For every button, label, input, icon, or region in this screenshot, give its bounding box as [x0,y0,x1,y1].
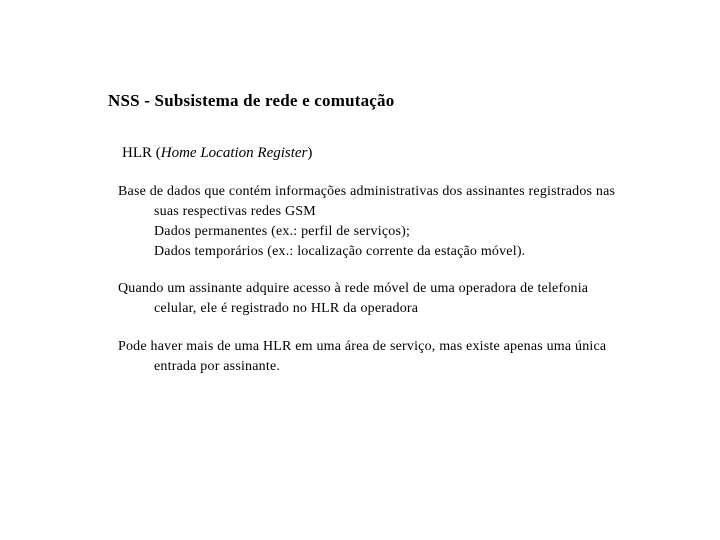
paragraph-line: Quando um assinante adquire acesso à rede móvel de uma operadora de telefonia [118,281,589,296]
paragraph-multiple-hlr [118,337,606,377]
subtitle-suffix: ) [307,145,313,161]
paragraph-line: Dados permanentes (ex.: perfil de serviços); [154,224,411,239]
subtitle-prefix: HLR ( [122,145,161,161]
paragraph-line: suas respectivas redes GSM [154,204,316,219]
paragraph-line: Pode haver mais de uma HLR em uma área de serviço, mas existe apenas uma única [118,339,607,354]
slide-title: NSS - Subsistema de rede e comutação [108,91,395,110]
paragraph-line: celular, ele é registrado no HLR da operadora [154,301,419,316]
paragraph-subscriber-registration [118,279,588,319]
slide-subtitle [122,145,312,162]
paragraph-line: entrada por assinante. [154,359,281,374]
paragraph-line: Dados temporários (ex.: localização corrente da estação móvel). [154,244,526,259]
paragraph-hlr-database [118,182,615,262]
paragraph-line: Base de dados que contém informações administrativas dos assinantes registrados nas [118,184,616,199]
subtitle-italic: Home Location Register [160,145,308,161]
